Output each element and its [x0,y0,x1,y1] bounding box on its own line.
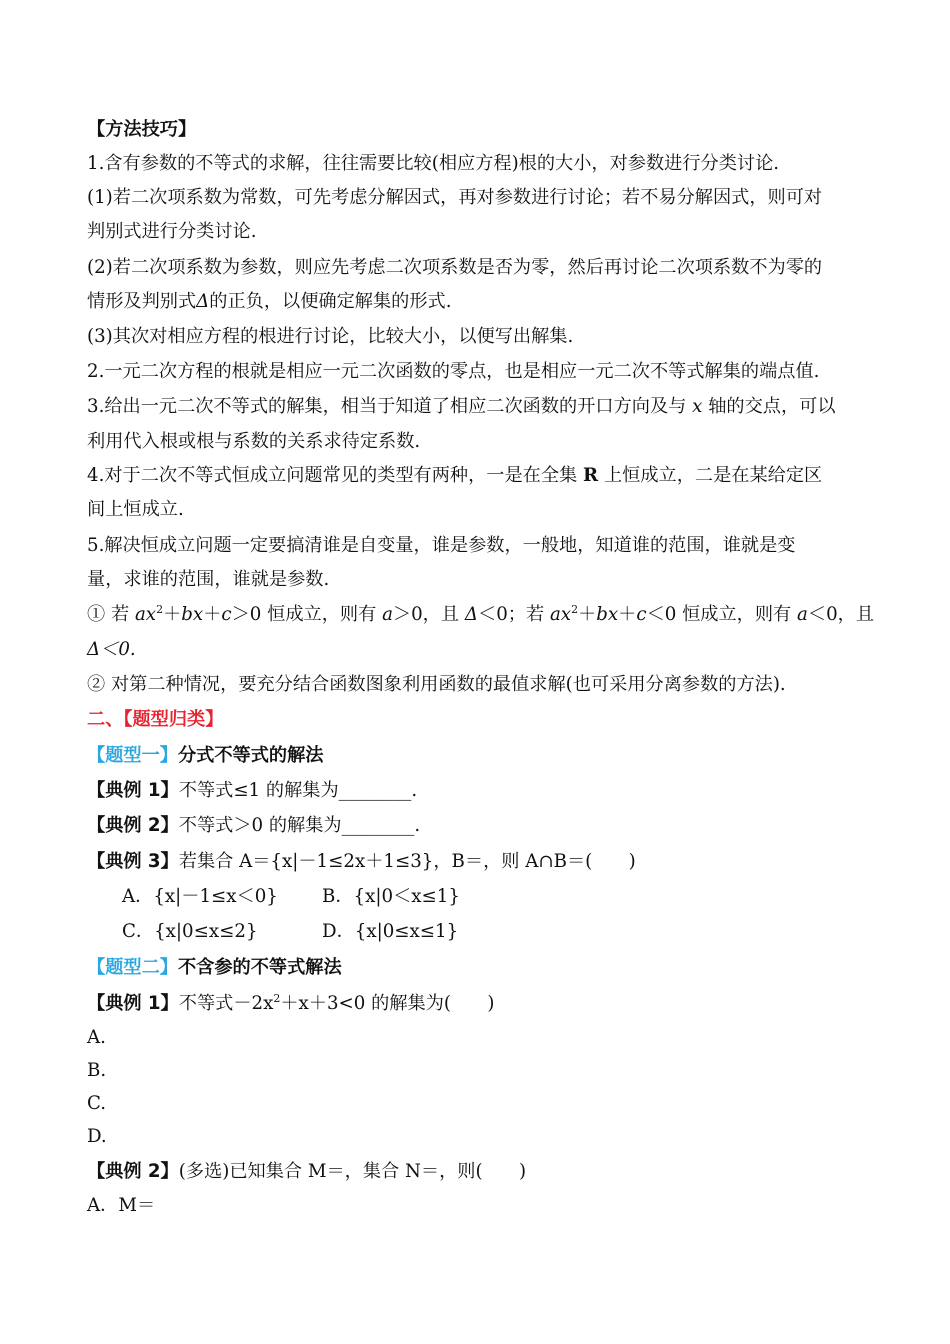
method-line-10: ② 对第二种情况，要充分结合函数图象利用函数的最值求解(也可采用分离参数的方法). [87,674,786,695]
delta-symbol: Δ [196,291,210,312]
method-line-3b [87,290,877,314]
method-line-7b: 间上恒成立. [87,499,184,520]
type2-example-2 [87,1160,877,1184]
text-part: 情形及判别式 [87,291,197,312]
section-prefix: 二、 [87,709,124,730]
options-row-1 [122,885,912,909]
method-line-4: (3)其次对相应方程的根进行讨论，比较大小，以便写出解集. [87,326,574,347]
example-tag: 【典例 1】 [87,780,179,801]
option-a: A．{x|－1≤x＜0} [122,886,278,907]
text-part: 上恒成立，二是在某给定区 [603,465,823,486]
text-part: 恒成立，则有 [682,604,792,625]
type2-option-b: B. [87,1060,107,1081]
example-tag: 【典例 2】 [87,815,179,836]
method-line-8a: 5.解决恒成立问题一定要搞清谁是自变量，谁是参数，一般地，知道谁的范围，谁就是变 [87,535,796,556]
text-part: 3.给出一元二次不等式的解集，相当于知道了相应二次函数的开口方向及与 [87,396,687,417]
type2-heading [87,956,877,980]
type2-option-c: C. [87,1093,107,1114]
type2-option-d: D. [87,1126,107,1147]
type2-title: 不含参的不等式解法 [177,957,342,978]
var-x: x [692,396,703,417]
example-text: (多选)已知集合 M＝，集合 N＝，则( ) [178,1161,527,1182]
method-line-1: 1.含有参数的不等式的求解，往往需要比较(相应方程)根的大小，对参数进行分类讨论. [87,153,780,174]
example-text: 若集合 A＝{x|－1≤2x＋1≤3}，B＝，则 A∩B＝( ) [178,851,636,872]
superscript: 2 [273,991,281,1005]
method-line-7a [87,464,877,488]
example-text: 不等式＞0 的解集为________. [178,815,421,836]
set-R: R [583,465,599,486]
method-line-5: 2.一元二次方程的根就是相应一元二次函数的零点，也是相应一元二次不等式解集的端点值. [87,361,820,382]
section-title: 【题型归类】 [123,709,224,730]
method-line-9a: ① 若 $ax^2+bx+c>0$ 恒成立，则有 a＞0，且 Δ＜0；若 $ax^2+bx+c<0$ 恒成立，则有 a＜0，且 [87,602,875,625]
method-line-8b: 量，求谁的范围，谁就是参数. [87,569,330,590]
text-part: 的正负，以便确定解集的形式. [209,291,452,312]
method-line-9b: Δ＜0. [87,639,136,660]
example-tag: 【典例 3】 [87,851,179,872]
type2-tag: 【题型二】 [87,957,178,978]
example-text: ＋x＋3<0 的解集为( ) [280,993,495,1014]
method-line-3a: (2)若二次项系数为参数，则应先考虑二次项系数是否为零，然后再讨论二次项系数不为零的 [87,257,823,278]
text-part: 4.对于二次不等式恒成立问题常见的类型有两种，一是在全集 [87,465,578,486]
text-part: ，且 [837,604,875,625]
text-part: ，且 [422,604,460,625]
option-d: D．{x|0≤x≤1} [322,921,459,942]
type2-example-1 [87,992,877,1016]
type1-title: 分式不等式的解法 [177,745,324,766]
type2-option-a: A. [87,1027,106,1048]
type1-example-1 [87,779,877,803]
type1-example-3 [87,850,877,874]
type1-heading [87,744,877,768]
example-tag: 【典例 1】 [87,993,179,1014]
method-line-2b: 判别式进行分类讨论. [87,221,257,242]
method-line-6a [87,395,877,419]
type1-example-2 [87,814,877,838]
text-part: 恒成立，则有 [267,604,377,625]
method-heading: 【方法技巧】 [87,119,197,140]
example-tag: 【典例 2】 [87,1161,179,1182]
section-heading [87,708,877,732]
text-part: 轴的交点，可以 [708,396,836,417]
method-line-6b: 利用代入根或根与系数的关系求待定系数. [87,431,421,452]
example-text: 不等式－2x [178,993,274,1014]
example-text: 不等式≤1 的解集为________. [178,780,418,801]
method-line-2a: (1)若二次项系数为常数，可先考虑分解因式，再对参数进行讨论；若不易分解因式，则可对 [87,187,823,208]
type1-tag: 【题型一】 [87,745,178,766]
type2-example-2-option-a: A．M＝ [87,1195,156,1216]
options-row-2 [122,920,912,944]
text-part: ① 若 [87,604,130,625]
option-b: B．{x|0＜x≤1} [322,886,460,907]
option-c: C．{x|0≤x≤2} [122,921,258,942]
text-part: ；若 [507,604,545,625]
